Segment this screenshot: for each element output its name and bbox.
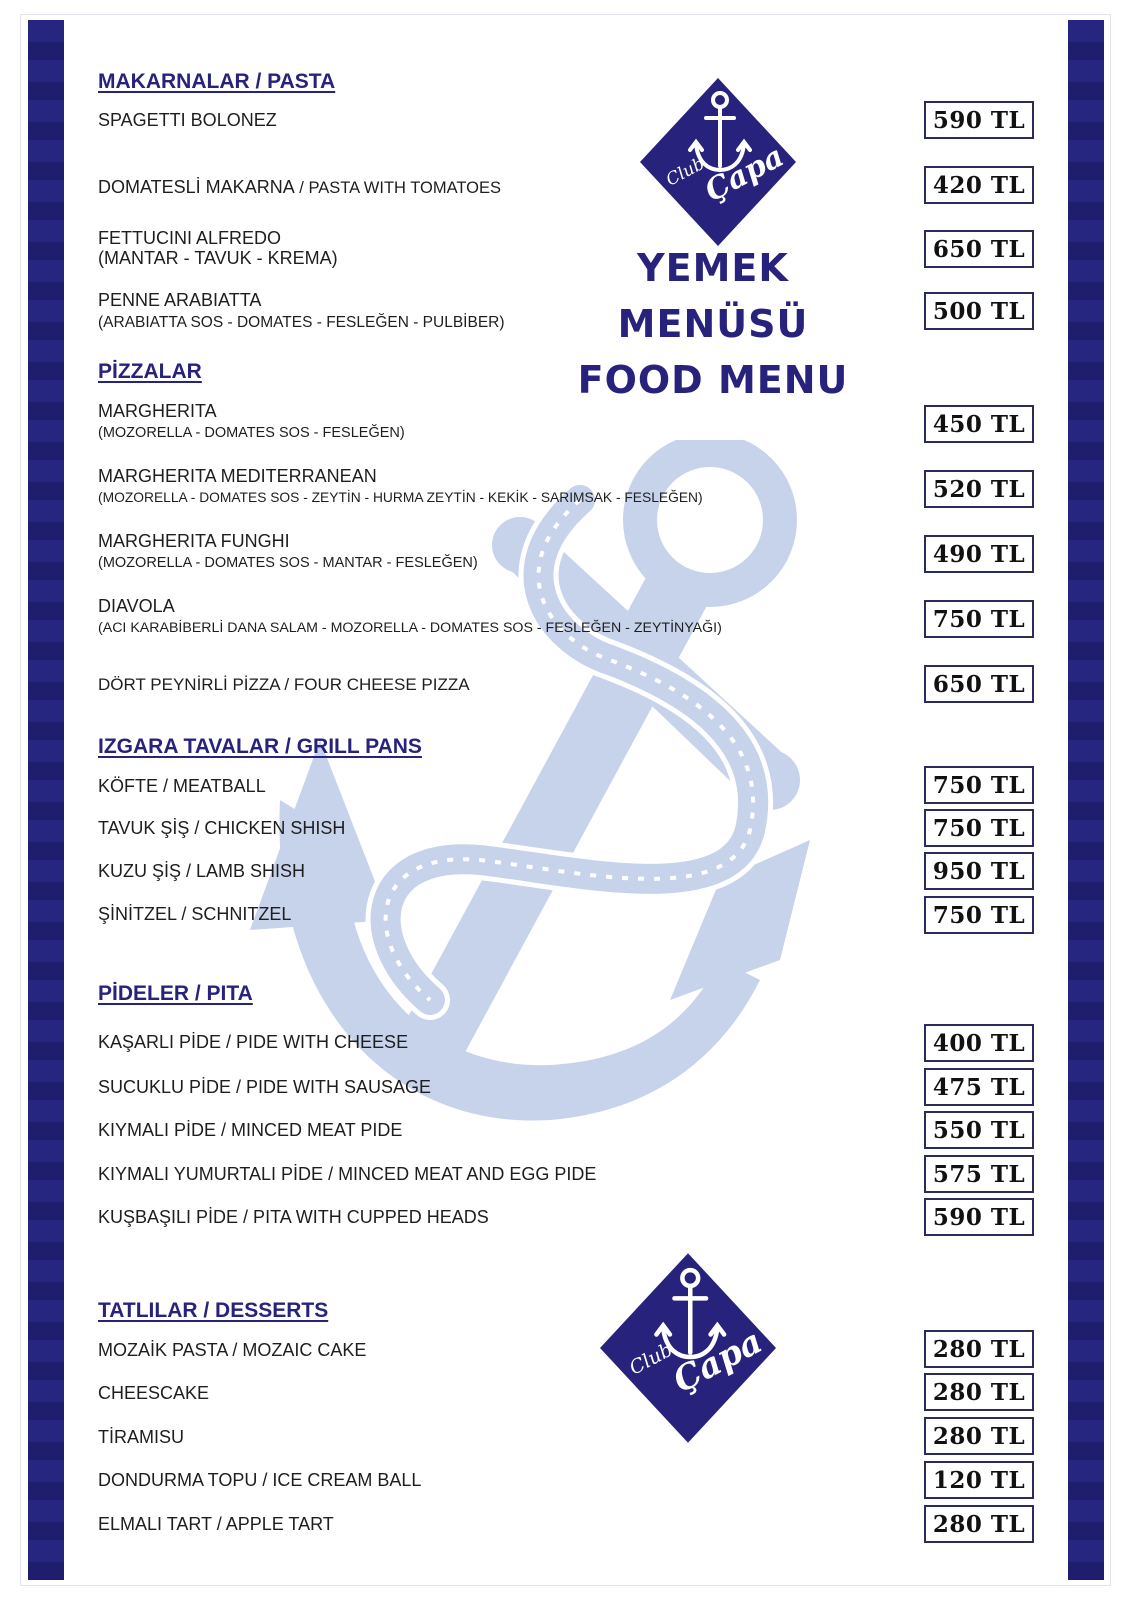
menu-item-name: CHEESCAKE bbox=[98, 1383, 210, 1403]
item-name-en: / PASTA WITH TOMATOES bbox=[294, 179, 501, 197]
price-tag: 280 TL bbox=[924, 1417, 1034, 1455]
menu-item-name: TİRAMISU bbox=[98, 1427, 185, 1447]
price-tag: 280 TL bbox=[924, 1373, 1034, 1411]
menu-item-name: KIYMALI PİDE / MINCED MEAT PIDE bbox=[98, 1120, 403, 1140]
price-tag: 750 TL bbox=[924, 896, 1034, 934]
menu-item-name: TAVUK ŞİŞ / CHICKEN SHISH bbox=[98, 818, 346, 838]
menu-title-en: FOOD MENU bbox=[577, 358, 849, 402]
menu-item-name: PENNE ARABIATTA bbox=[98, 290, 262, 310]
section-title-pizzas: PİZZALAR bbox=[98, 360, 202, 383]
logo-club-text: Club bbox=[625, 1337, 677, 1380]
menu-title-tr: YEMEK MENÜSÜ bbox=[617, 246, 809, 346]
price-tag: 950 TL bbox=[924, 852, 1034, 890]
section-title-pasta: MAKARNALAR / PASTA bbox=[98, 70, 336, 93]
price-tag: 750 TL bbox=[924, 600, 1034, 638]
menu-title-block bbox=[538, 240, 888, 408]
price-tag: 750 TL bbox=[924, 809, 1034, 847]
menu-item-name: DONDURMA TOPU / ICE CREAM BALL bbox=[98, 1470, 422, 1490]
menu-item-name: SPAGETTI BOLONEZ bbox=[98, 110, 277, 130]
logo-capa-text: Çapa bbox=[666, 1320, 769, 1401]
price-tag: 490 TL bbox=[924, 535, 1034, 573]
menu-item-name: ŞİNİTZEL / SCHNITZEL bbox=[98, 904, 292, 924]
price-tag: 450 TL bbox=[924, 405, 1034, 443]
menu-item-desc: (ARABIATTA SOS - DOMATES - FESLEĞEN - PULBİBER) bbox=[98, 314, 505, 331]
menu-item-name bbox=[98, 177, 501, 199]
club-capa-logo-bottom bbox=[600, 1250, 776, 1446]
menu-item-name: ELMALI TART / APPLE TART bbox=[98, 1514, 334, 1534]
menu-item-name: MARGHERITA bbox=[98, 401, 217, 421]
price-tag: 590 TL bbox=[924, 1198, 1034, 1236]
menu-item-name: KÖFTE / MEATBALL bbox=[98, 776, 266, 796]
club-capa-logo-top bbox=[640, 78, 796, 246]
left-stripe-border bbox=[28, 20, 64, 1580]
right-stripe-border bbox=[1068, 20, 1104, 1580]
price-tag: 520 TL bbox=[924, 470, 1034, 508]
section-title-desserts: TATLILAR / DESSERTS bbox=[98, 1299, 329, 1322]
logo-capa-text: Çapa bbox=[699, 138, 790, 210]
price-tag: 550 TL bbox=[924, 1111, 1034, 1149]
price-tag: 500 TL bbox=[924, 292, 1034, 330]
menu-item-name: KAŞARLI PİDE / PIDE WITH CHEESE bbox=[98, 1032, 409, 1052]
menu-item-name: KUŞBAŞILI PİDE / PITA WITH CUPPED HEADS bbox=[98, 1207, 489, 1227]
menu-item-name: MOZAİK PASTA / MOZAIC CAKE bbox=[98, 1340, 367, 1360]
logo-club-text: Club bbox=[662, 153, 708, 191]
menu-item-desc: (MOZORELLA - DOMATES SOS - ZEYTİN - HURMA ZEYTİN - KEKİK - SARIMSAK - FESLEĞEN) bbox=[98, 490, 703, 505]
price-tag: 400 TL bbox=[924, 1024, 1034, 1062]
section-title-pita: PİDELER / PITA bbox=[98, 982, 253, 1005]
item-name-tr: DOMATESLİ MAKARNA bbox=[98, 177, 295, 197]
price-tag: 280 TL bbox=[924, 1330, 1034, 1368]
menu-item-name: FETTUCINI ALFREDO bbox=[98, 228, 282, 248]
section-title-grill-pans: IZGARA TAVALAR / GRILL PANS bbox=[98, 735, 422, 758]
price-tag: 120 TL bbox=[924, 1461, 1034, 1499]
price-tag: 650 TL bbox=[924, 665, 1034, 703]
menu-item-desc: (MOZORELLA - DOMATES SOS - FESLEĞEN) bbox=[98, 425, 405, 441]
menu-item-name: DÖRT PEYNİRLİ PİZZA / FOUR CHEESE PIZZA bbox=[98, 675, 470, 694]
menu-item-desc: (MOZORELLA - DOMATES SOS - MANTAR - FESLEĞEN) bbox=[98, 555, 478, 571]
menu-item-desc: (ACI KARABİBERLİ DANA SALAM - MOZORELLA - DOMATES SOS - FESLEĞEN - ZEYTİNYAĞI) bbox=[98, 620, 722, 636]
menu-item-name: KUZU ŞİŞ / LAMB SHISH bbox=[98, 861, 306, 881]
menu-item-name: MARGHERITA MEDITERRANEAN bbox=[98, 466, 377, 486]
price-tag: 420 TL bbox=[924, 166, 1034, 204]
menu-item-name: SUCUKLU PİDE / PIDE WITH SAUSAGE bbox=[98, 1077, 432, 1097]
price-tag: 750 TL bbox=[924, 766, 1034, 804]
menu-item-desc: (MANTAR - TAVUK - KREMA) bbox=[98, 248, 338, 268]
menu-item-name: DIAVOLA bbox=[98, 596, 175, 616]
price-tag: 590 TL bbox=[924, 101, 1034, 139]
price-tag: 475 TL bbox=[924, 1068, 1034, 1106]
menu-item-name: KIYMALI YUMURTALI PİDE / MINCED MEAT AND EGG PIDE bbox=[98, 1164, 597, 1184]
menu-item-name: MARGHERITA FUNGHI bbox=[98, 531, 290, 551]
price-tag: 650 TL bbox=[924, 230, 1034, 268]
price-tag: 280 TL bbox=[924, 1505, 1034, 1543]
price-tag: 575 TL bbox=[924, 1155, 1034, 1193]
